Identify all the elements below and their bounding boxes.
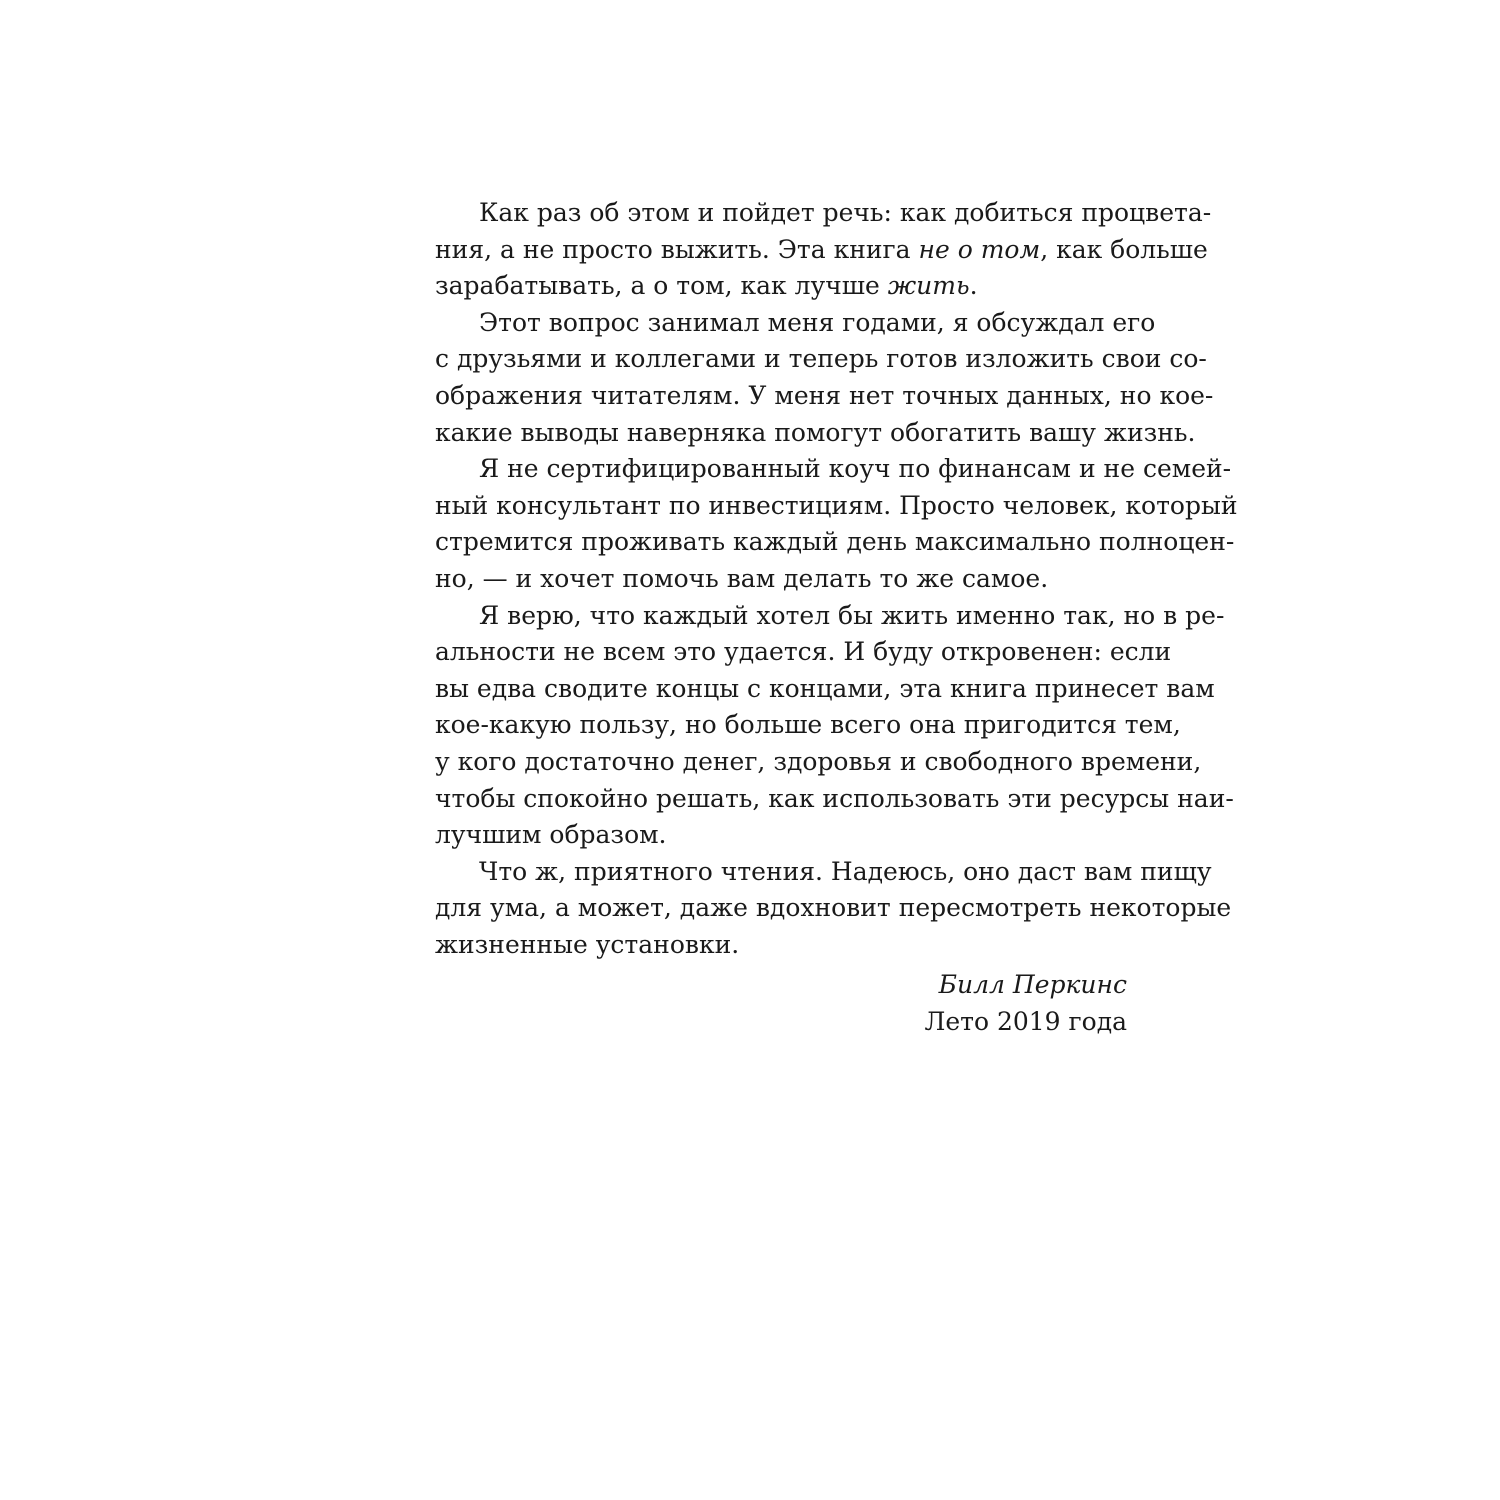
- text-line: Я верю, что каждый хотел бы жить именно так, но в ре-: [479, 600, 1225, 630]
- text-line: альности не всем это удается. И буду откровенен: если: [435, 637, 1172, 667]
- text-line: ображения читателям. У меня нет точных данных, но кое-: [435, 380, 1214, 410]
- paragraph-1: [435, 195, 1212, 305]
- text-line: Как раз об этом и пойдет речь: как добиться процвета-: [479, 198, 1212, 227]
- paragraph-2: [435, 305, 1214, 451]
- text-line: чтобы спокойно решать, как использовать эти ресурсы наи-: [435, 783, 1234, 813]
- signature: [924, 966, 1127, 1040]
- text-line: ный консультант по инвестициям. Просто человек, который: [435, 490, 1238, 520]
- text-line: Что ж, приятного чтения. Надеюсь, оно даст вам пищу: [479, 856, 1212, 886]
- author-name: Билл Перкинс: [938, 970, 1127, 999]
- paragraph-3: [435, 451, 1238, 597]
- paragraph-5: [435, 854, 1232, 964]
- text-line: вы едва сводите концы с концами, эта книга принесет вам: [435, 673, 1215, 703]
- text-line: Этот вопрос занимал меня годами, я обсуждал его: [479, 307, 1156, 337]
- text-line: какие выводы наверняка помогут обогатить вашу жизнь.: [435, 417, 1196, 447]
- text-line: но, — и хочет помочь вам делать то же самое.: [435, 563, 1049, 593]
- text-line: лучшим образом.: [435, 820, 667, 850]
- text-line: с друзьями и коллегами и теперь готов изложить свои со-: [435, 344, 1207, 374]
- paragraph-4: [435, 598, 1234, 854]
- text-line: ния, а не просто выжить. Эта книга не о том, как больше: [435, 234, 1208, 264]
- signature-date: Лето 2019 года: [924, 1007, 1127, 1036]
- emphasis: не о том: [918, 234, 1041, 264]
- text-line: у кого достаточно денег, здоровья и свободного времени,: [435, 746, 1202, 776]
- text-line: стремится проживать каждый день максимально полноцен-: [435, 527, 1235, 557]
- emphasis: жить: [887, 271, 970, 301]
- body-text: [435, 195, 1238, 963]
- text-line: Я не сертифицированный коуч по финансам и не семей-: [479, 454, 1232, 484]
- text-line: для ума, а может, даже вдохновит пересмотреть некоторые: [435, 893, 1232, 923]
- text-line: жизненные установки.: [435, 929, 740, 959]
- text-line: кое-какую пользу, но больше всего она пригодится тем,: [435, 710, 1181, 740]
- text-line: зарабатывать, а о том, как лучше жить.: [435, 271, 978, 301]
